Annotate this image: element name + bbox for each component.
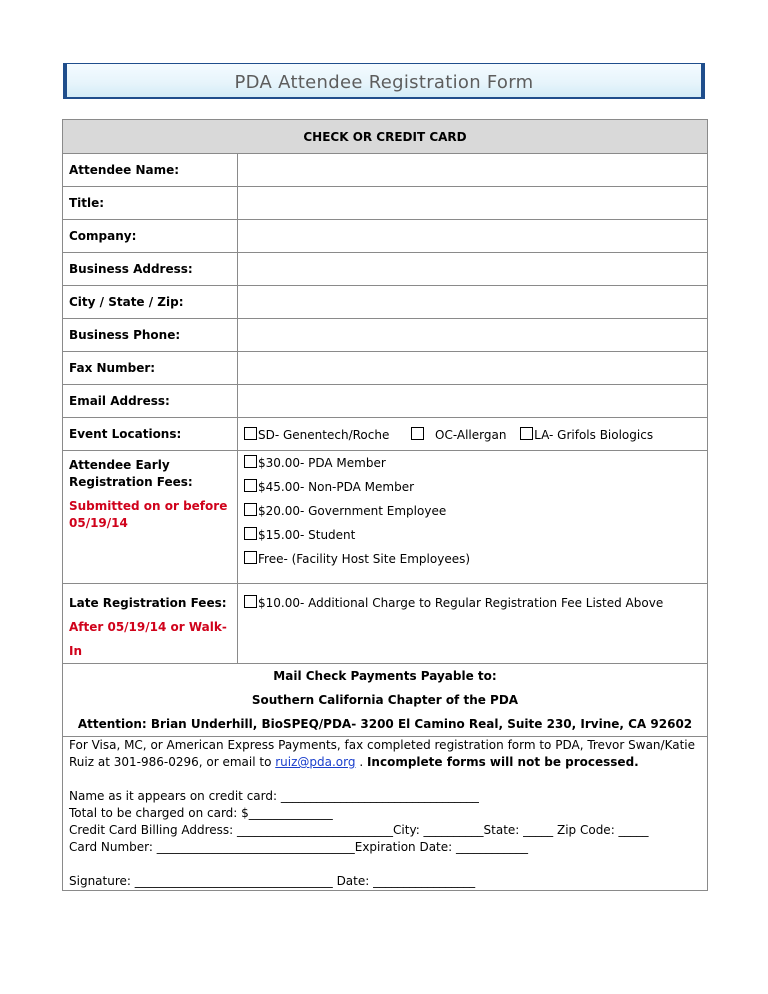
late-fees-label-cell (63, 584, 238, 664)
event-locations-options (238, 418, 708, 451)
fee-non-pda-member-checkbox[interactable] (244, 479, 257, 492)
location-sd-label: SD- Genentech/Roche (258, 427, 390, 442)
field-input-city-state-zip[interactable] (238, 286, 708, 319)
early-fees-row (63, 451, 708, 584)
mail-chapter-name: Southern California Chapter of the PDA (251, 693, 519, 707)
late-fee-checkbox[interactable] (244, 595, 257, 608)
field-row-company (63, 220, 708, 253)
location-oc-label: OC-Allergan (435, 427, 507, 442)
section-header-row (63, 120, 708, 154)
location-la-checkbox[interactable] (520, 427, 533, 440)
location-oc-checkbox[interactable] (411, 427, 424, 440)
field-input-business-address[interactable] (238, 253, 708, 286)
mail-payable-to: Mail Check Payments Payable to: (273, 669, 497, 683)
early-fees-label-line1: Attendee Early (69, 458, 170, 472)
early-fees-deadline-line1: Submitted on or before (69, 499, 228, 513)
fee-option-government (244, 499, 701, 523)
field-row-city-state-zip (63, 286, 708, 319)
field-row-email-address (63, 385, 708, 418)
late-fees-label: Late Registration Fees: (69, 596, 227, 610)
location-sd-checkbox[interactable] (244, 427, 257, 440)
fee-non-pda-member-label: $45.00- Non-PDA Member (258, 480, 415, 494)
mail-attention-address: Attention: Brian Underhill, BioSPEQ/PDA- 3200 El Camino Real, Suite 230, Irvine, CA 92602 (77, 717, 693, 731)
fee-option-non-pda-member (244, 475, 701, 499)
field-label-title: Title: (63, 187, 238, 220)
cc-signature-line[interactable]: Signature: _________________________________ Date: _________________ (69, 874, 476, 888)
field-label-email-address: Email Address: (63, 385, 238, 418)
late-fees-row (63, 584, 708, 664)
fee-option-free (244, 547, 701, 571)
field-row-attendee-name (63, 154, 708, 187)
mail-payment-cell (63, 664, 708, 737)
field-row-business-phone (63, 319, 708, 352)
cc-name-line[interactable]: Name as it appears on credit card: _________________________________ (69, 789, 479, 803)
fee-free-label: Free- (Facility Host Site Employees) (258, 552, 471, 566)
cc-billing-line[interactable]: Credit Card Billing Address: __________________________City: __________State: _____ Zip Code: _____ (69, 823, 649, 837)
credit-card-row (63, 737, 708, 891)
fee-government-checkbox[interactable] (244, 503, 257, 516)
field-input-email-address[interactable] (238, 385, 708, 418)
fee-pda-member-label: $30.00- PDA Member (258, 456, 386, 470)
cc-card-number-line[interactable]: Card Number: _________________________________Expiration Date: ____________ (69, 840, 528, 854)
location-la-label: LA- Grifols Biologics (534, 427, 654, 442)
fee-student-label: $15.00- Student (258, 528, 356, 542)
fee-option-student (244, 523, 701, 547)
field-label-business-address: Business Address: (63, 253, 238, 286)
cc-amount-line[interactable]: Total to be charged on card: $______________ (69, 806, 333, 820)
form-banner (63, 63, 705, 99)
field-label-fax-number: Fax Number: (63, 352, 238, 385)
fee-option-pda-member (244, 451, 701, 475)
email-link[interactable]: ruiz@pda.org (275, 755, 356, 769)
field-label-company: Company: (63, 220, 238, 253)
mail-payment-row (63, 664, 708, 737)
field-input-company[interactable] (238, 220, 708, 253)
credit-card-cell (63, 737, 708, 891)
field-row-business-address (63, 253, 708, 286)
late-fees-note: After 05/19/14 or Walk-In (69, 620, 227, 658)
registration-table (62, 119, 708, 891)
late-fees-options (238, 584, 708, 664)
incomplete-warning: Incomplete forms will not be processed. (366, 755, 639, 769)
fee-free-checkbox[interactable] (244, 551, 257, 564)
field-label-business-phone: Business Phone: (63, 319, 238, 352)
early-fees-label-cell (63, 451, 238, 584)
field-input-attendee-name[interactable] (238, 154, 708, 187)
field-label-city-state-zip: City / State / Zip: (63, 286, 238, 319)
fee-pda-member-checkbox[interactable] (244, 455, 257, 468)
section-title: CHECK OR CREDIT CARD (63, 120, 708, 154)
field-row-title (63, 187, 708, 220)
field-label-attendee-name: Attendee Name: (63, 154, 238, 187)
credit-card-intro: For Visa, MC, or American Express Payments, fax completed registration form to PDA, Trevor Swan/Katie Ruiz at 301-986-0296, or email to (69, 738, 695, 769)
fee-government-label: $20.00- Government Employee (258, 504, 447, 518)
event-locations-label: Event Locations: (63, 418, 238, 451)
field-row-fax-number (63, 352, 708, 385)
early-fees-label-line2: Registration Fees: (69, 475, 193, 489)
field-input-business-phone[interactable] (238, 319, 708, 352)
event-locations-row (63, 418, 708, 451)
early-fees-options (238, 451, 708, 584)
field-input-title[interactable] (238, 187, 708, 220)
fee-student-checkbox[interactable] (244, 527, 257, 540)
late-fee-label: $10.00- Additional Charge to Regular Registration Fee Listed Above (258, 596, 664, 610)
field-input-fax-number[interactable] (238, 352, 708, 385)
early-fees-deadline-line2: 05/19/14 (69, 516, 128, 530)
credit-card-intro-end: . (355, 755, 367, 769)
form-title: PDA Attendee Registration Form (234, 72, 534, 93)
credit-card-instructions (69, 737, 701, 771)
